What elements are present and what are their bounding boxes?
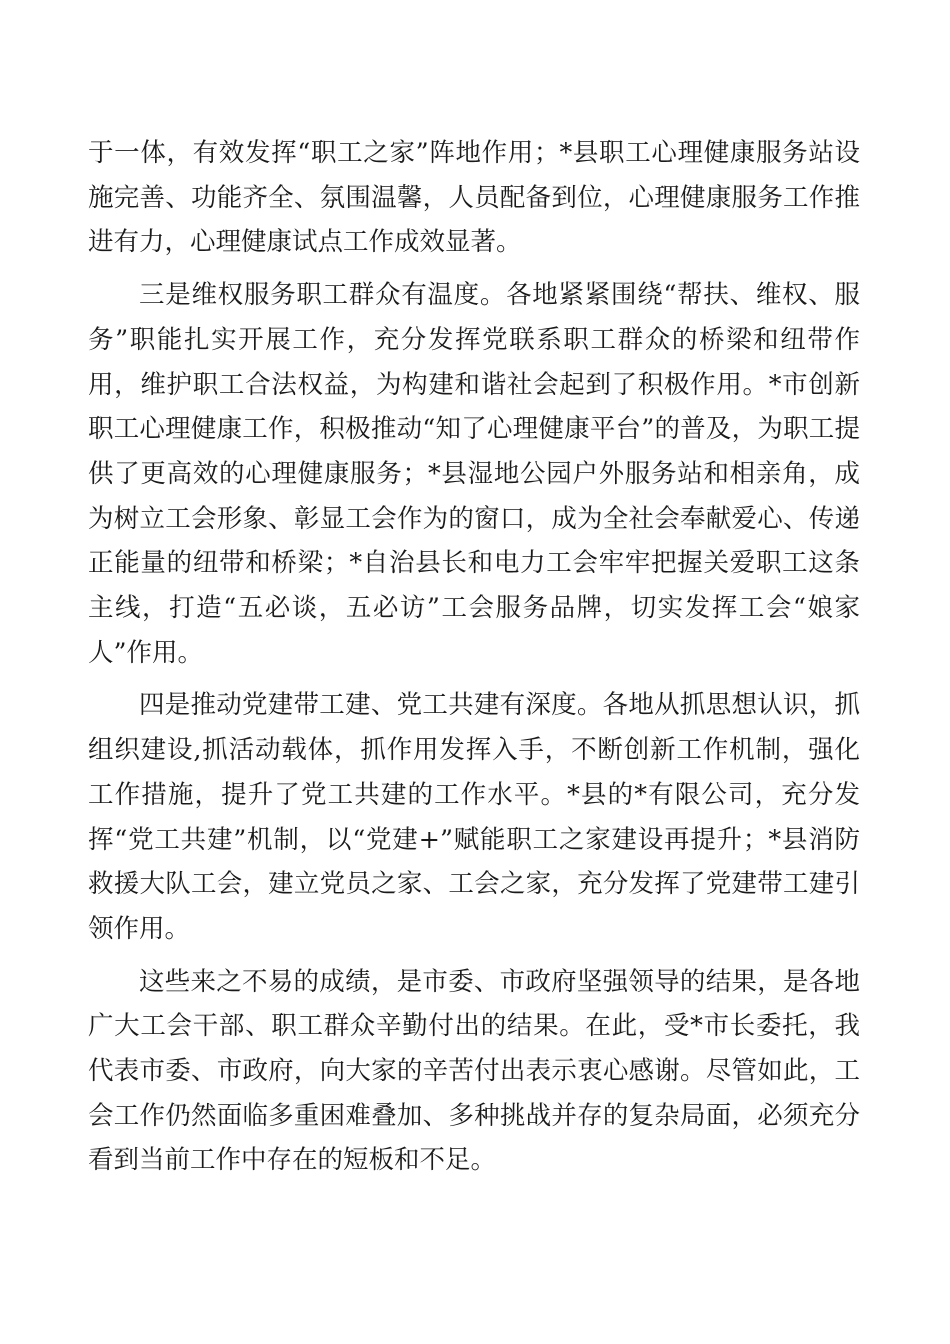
document-body	[88, 131, 860, 1183]
paragraph-party-building: 四是推动党建带工建、党工共建有深度。各地从抓思想认识，抓组织建设,抓活动载体，抓作用发挥入手，不断创新工作机制，强化工作措施，提升了党工共建的工作水平。*县的*有限公司，充分发挥“党工共建”机制，以“党建+”赋能职工之家建设再提升；*县消防救援大队工会，建立党员之家、工会之家，充分发挥了党建带工建引领作用。	[88, 690, 860, 944]
paragraph-achievements: 这些来之不易的成绩，是市委、市政府坚强领导的结果，是各地广大工会干部、职工群众辛勤付出的结果。在此，受*市长委托，我代表市委、市政府，向大家的辛苦付出表示衷心感谢。尽管如此，工会工作仍然面临多重困难叠加、多种挑战并存的复杂局面，必须充分看到当前工作中存在的短板和不足。	[88, 966, 860, 1176]
paragraph-rights-service: 三是维权服务职工群众有温度。各地紧紧围绕“帮扶、维权、服务”职能扎实开展工作，充分发挥党联系职工群众的桥梁和纽带作用，维护职工合法权益，为构建和谐社会起到了积极作用。*市创新职工心理健康工作，积极推动“知了心理健康平台”的普及，为职工提供了更高效的心理健康服务；*县湿地公园户外服务站和相亲角，成为树立工会形象、彰显工会作为的窗口，成为全社会奉献爱心、传递正能量的纽带和桥梁；*自治县长和电力工会牢牢把握关爱职工这条主线，打造“五必谈，五必访”工会服务品牌，切实发挥工会“娘家人”作用。	[88, 280, 860, 668]
paragraph-continuation: 于一体，有效发挥“职工之家”阵地作用；*县职工心理健康服务站设施完善、功能齐全、氛围温馨，人员配备到位，心理健康服务工作推进有力，心理健康试点工作成效显著。	[88, 138, 860, 258]
